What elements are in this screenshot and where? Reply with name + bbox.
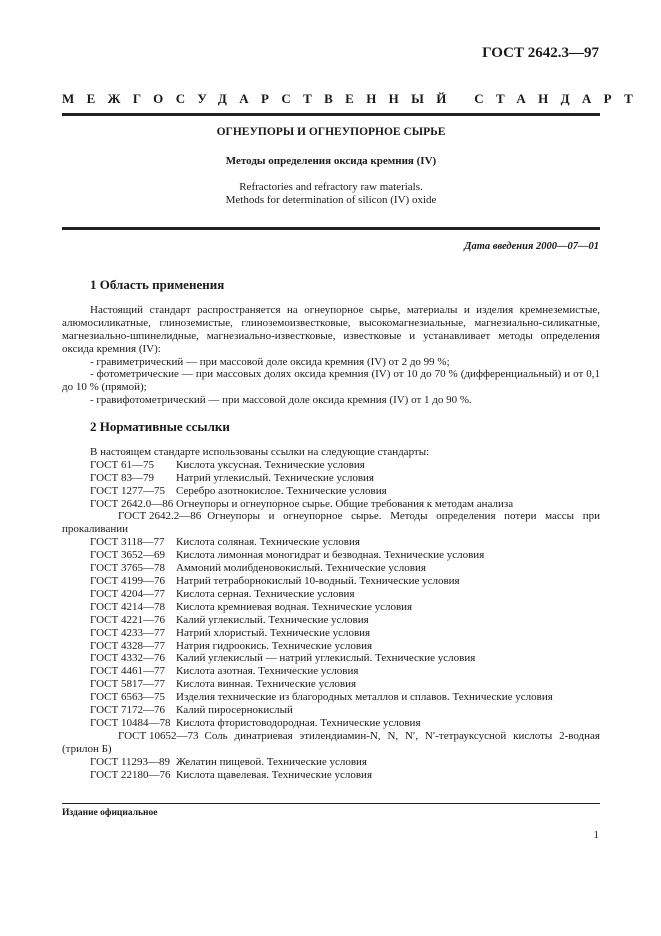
reference-title: Калий пиросернокислый xyxy=(176,704,293,717)
reference-title: Огнеупоры и огнеупорное сырье. Методы определения потери массы при прокаливании xyxy=(62,510,600,536)
header-rule xyxy=(62,113,600,116)
reference-item xyxy=(62,691,600,704)
reference-code: ГОСТ 10484—78 xyxy=(90,716,171,729)
title-rule xyxy=(62,227,600,230)
edition-note: Издание официальное xyxy=(62,808,158,818)
reference-title: Желатин пищевой. Технические условия xyxy=(176,755,367,768)
section-1-heading: 1 Область применения xyxy=(90,277,225,292)
reference-code: ГОСТ 83—79 xyxy=(90,471,154,484)
document-subtitle: Методы определения оксида кремния (IV) xyxy=(225,155,437,167)
reference-item xyxy=(62,665,600,678)
reference-code: ГОСТ 22180—76 xyxy=(90,768,171,781)
reference-code: ГОСТ 4461—77 xyxy=(90,665,165,678)
reference-code: ГОСТ 2642.0—86 xyxy=(90,497,174,510)
document-code: ГОСТ 2642.3—97 xyxy=(482,45,599,61)
reference-title: Натрия гидроокись. Технические условия xyxy=(176,639,373,652)
standard-banner: МЕЖГОСУДАРСТВЕННЫЙ СТАНДАРТ xyxy=(62,91,646,106)
reference-title: Кислота соляная. Технические условия xyxy=(176,536,360,549)
reference-item xyxy=(62,459,600,472)
reference-item xyxy=(62,485,600,498)
reference-item xyxy=(62,472,600,485)
reference-item xyxy=(62,627,600,640)
reference-list xyxy=(62,459,600,782)
reference-code: ГОСТ 4221—76 xyxy=(90,613,165,626)
reference-code: ГОСТ 4204—77 xyxy=(90,587,165,600)
reference-item xyxy=(62,536,600,549)
scope-paragraph: Настоящий стандарт распространяется на огнеупорное сырье, материалы и изделия кремнеземистые, алюмосиликатные, глиноземистые, глиноземоизвестковые, высокомагнезиальные, магнезиально-силикатные, магнезиально-шпинелидные, магнезиально-известковые, известковые и устанавливает методы определения оксида кремния (IV): xyxy=(62,303,600,355)
reference-item xyxy=(62,575,600,588)
reference-code: ГОСТ 7172—76 xyxy=(90,704,165,717)
reference-code: ГОСТ 4214—78 xyxy=(90,600,165,613)
reference-title: Серебро азотнокислое. Технические условия xyxy=(176,484,387,497)
reference-title: Кислота серная. Технические условия xyxy=(176,587,355,600)
reference-item xyxy=(62,498,600,511)
reference-title: Кислота кремниевая водная. Технические условия xyxy=(176,600,413,613)
reference-item xyxy=(62,510,600,536)
reference-code: ГОСТ 10652—73 xyxy=(118,729,199,742)
reference-code: ГОСТ 1277—75 xyxy=(90,484,165,497)
reference-item xyxy=(62,614,600,627)
reference-code: ГОСТ 5817—77 xyxy=(90,678,165,691)
reference-code: ГОСТ 3118—77 xyxy=(90,536,165,549)
reference-code: ГОСТ 4332—76 xyxy=(90,652,165,665)
reference-title: Калий углекислый — натрий углекислый. Технические условия xyxy=(176,652,476,665)
footer-rule xyxy=(62,803,600,804)
method-item: - гравиметрический — при массовой доле оксида кремния (IV) от 2 до 99 %; xyxy=(90,355,450,368)
reference-title: Изделия технические из благородных металлов и сплавов. Технические условия xyxy=(176,691,553,704)
section-2-heading: 2 Нормативные ссылки xyxy=(90,419,230,434)
section-references xyxy=(62,421,600,781)
reference-title: Натрий тетраборнокислый 10-водный. Технические условия xyxy=(176,574,460,587)
reference-item xyxy=(62,717,600,730)
reference-item xyxy=(62,640,600,653)
reference-item xyxy=(62,562,600,575)
reference-title: Аммоний молибденовокислый. Технические условия xyxy=(176,562,426,575)
reference-title: Огнеупоры и огнеупорное сырье. Общие требования к методам анализа xyxy=(176,497,514,510)
method-item: - гравифотометрический — при массовой доле оксида кремния (IV) от 1 до 90 %. xyxy=(90,394,472,407)
reference-code: ГОСТ 4199—76 xyxy=(90,574,165,587)
reference-code: ГОСТ 11293—89 xyxy=(90,755,171,768)
reference-code: ГОСТ 3652—69 xyxy=(90,549,165,562)
reference-item xyxy=(62,704,600,717)
reference-code: ГОСТ 6563—75 xyxy=(90,691,165,704)
reference-title: Калий углекислый. Технические условия xyxy=(176,613,369,626)
page-number: 1 xyxy=(593,829,599,841)
reference-item xyxy=(62,652,600,665)
reference-title: Кислота фтористоводородная. Технические условия xyxy=(176,716,421,729)
reference-title: Натрий углекислый. Технические условия xyxy=(176,471,374,484)
reference-title: Соль динатриевая этилендиамин-N, N, N′, N′-тетрауксусной кислоты 2-водная (трилон Б) xyxy=(62,729,600,755)
reference-code: ГОСТ 2642.2—86 xyxy=(118,510,202,523)
english-title xyxy=(62,181,600,207)
reference-title: Натрий хлористый. Технические условия xyxy=(176,626,371,639)
reference-code: ГОСТ 61—75 xyxy=(90,458,154,471)
reference-item xyxy=(62,769,600,782)
reference-title: Кислота щавелевая. Технические условия xyxy=(176,768,373,781)
english-title-line-2: Methods for determination of silicon (IV) oxide xyxy=(225,194,437,206)
reference-code: ГОСТ 4233—77 xyxy=(90,626,165,639)
reference-code: ГОСТ 4328—77 xyxy=(90,639,165,652)
reference-item xyxy=(62,678,600,691)
reference-item xyxy=(62,549,600,562)
reference-item xyxy=(62,756,600,769)
reference-title: Кислота уксусная. Технические условия xyxy=(176,458,365,471)
reference-code: ГОСТ 3765—78 xyxy=(90,562,165,575)
reference-title: Кислота винная. Технические условия xyxy=(176,678,357,691)
reference-title: Кислота лимонная моногидрат и безводная. Технические условия xyxy=(176,549,485,562)
english-title-line-1: Refractories and refractory raw materials. xyxy=(239,181,423,193)
reference-item xyxy=(62,730,600,756)
section-scope xyxy=(62,279,600,407)
introduction-date: Дата введения 2000—07—01 xyxy=(464,241,599,252)
reference-item xyxy=(62,588,600,601)
reference-item xyxy=(62,601,600,614)
references-intro: В настоящем стандарте использованы ссылки на следующие стандарты: xyxy=(90,445,430,458)
method-item: - фотометрические — при массовых долях оксида кремния (IV) от 10 до 70 % (дифференциальный) и от 0,1 до 10 % (прямой); xyxy=(62,368,600,394)
document-title: ОГНЕУПОРЫ И ОГНЕУПОРНОЕ СЫРЬЕ xyxy=(216,126,446,138)
reference-title: Кислота азотная. Технические условия xyxy=(176,665,359,678)
